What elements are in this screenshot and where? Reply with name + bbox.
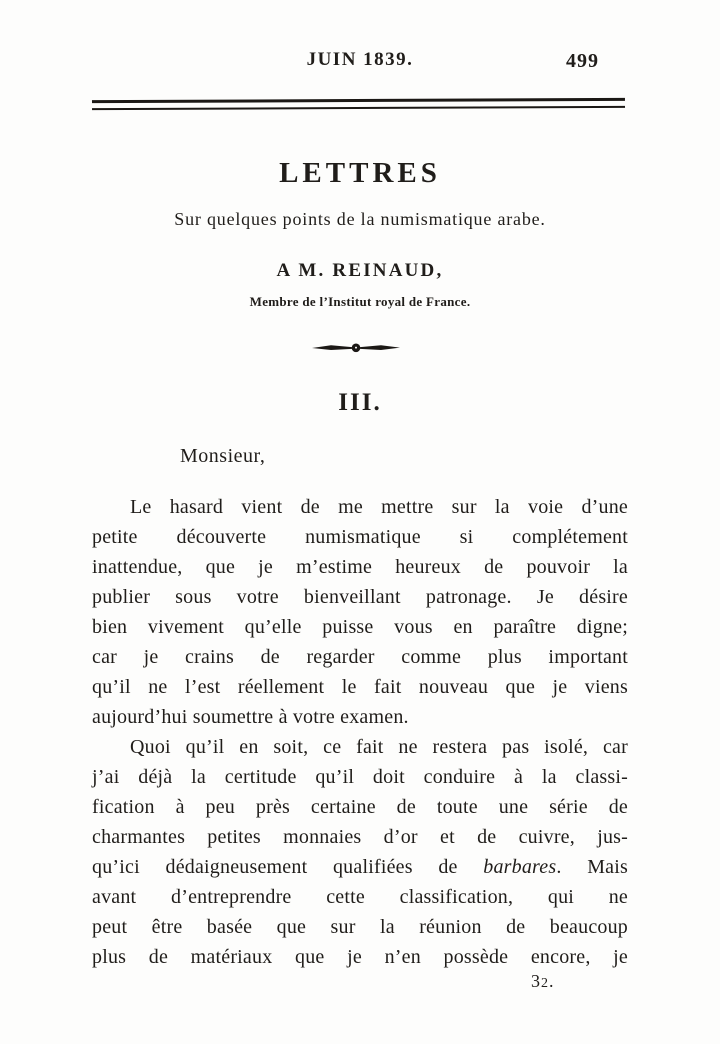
body-line: j’ai déjà la certitude qu’il doit conduire à la classi- bbox=[92, 766, 628, 788]
dedication-line: A M. REINAUD, bbox=[276, 260, 444, 281]
body-line: Quoi qu’il en soit, ce fait ne restera pas isolé, car bbox=[130, 736, 628, 758]
page-number: 499 bbox=[566, 50, 599, 72]
body-line: car je crains de regarder comme plus important bbox=[92, 646, 628, 668]
body-text bbox=[92, 492, 628, 972]
article-title: LETTRES bbox=[279, 157, 441, 189]
body-line: qu’il ne l’est réellement le fait nouveau que je viens bbox=[92, 676, 628, 698]
body-line: peut être basée que sur la réunion de beaucoup bbox=[92, 916, 628, 938]
body-line: inattendue, que je m’estime heureux de pouvoir la bbox=[92, 556, 628, 578]
body-line-with-italic bbox=[92, 852, 628, 882]
body-line: petite découverte numismatique si complétement bbox=[92, 526, 628, 548]
body-line: plus de matériaux que je n’en possède encore, je bbox=[92, 946, 628, 968]
ornament-divider-icon bbox=[311, 340, 401, 360]
section-number: III. bbox=[338, 389, 382, 416]
body-line: publier sous votre bienveillant patronage. Je désire bbox=[92, 586, 628, 608]
body-line: fication à peu près certaine de toute une série de bbox=[92, 796, 628, 818]
body-line-segment: . Mais bbox=[556, 856, 628, 878]
article-subtitle: Sur quelques points de la numismatique arabe. bbox=[174, 209, 546, 229]
body-line-italic-word: barbares bbox=[483, 856, 557, 878]
body-line: avant d’entreprendre cette classification, qui ne bbox=[92, 886, 628, 908]
body-line: bien vivement qu’elle puisse vous en paraître digne; bbox=[92, 616, 628, 638]
signature-mark: 32. bbox=[531, 971, 555, 991]
body-line: charmantes petites monnaies d’or et de cuivre, jus- bbox=[92, 826, 628, 848]
body-line-segment: qu’ici dédaigneusement qualifiées de bbox=[92, 856, 484, 878]
running-head-date: JUIN 1839. bbox=[306, 49, 414, 70]
dedication-note: Membre de l’Institut royal de France. bbox=[249, 294, 471, 309]
header-double-rule bbox=[92, 98, 625, 110]
body-line-paragraph-end: aujourd’hui soumettre à votre examen. bbox=[92, 706, 409, 728]
salutation: Monsieur, bbox=[180, 445, 266, 467]
body-line: Le hasard vient de me mettre sur la voie d’une bbox=[130, 496, 628, 518]
